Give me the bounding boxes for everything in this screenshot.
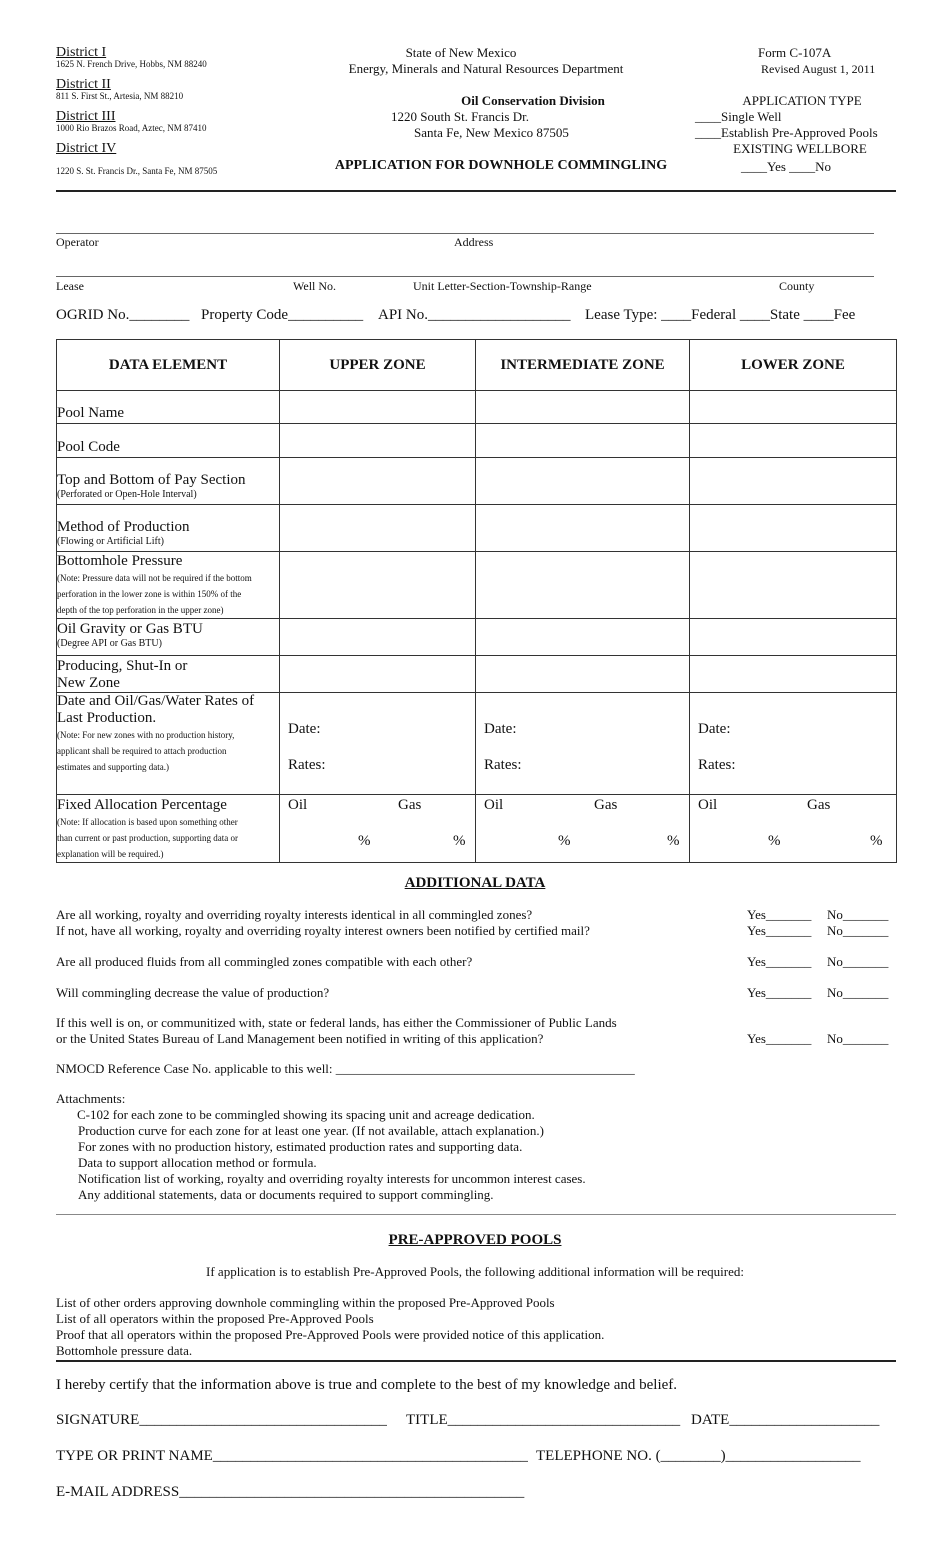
upper-producing-cell[interactable]: [280, 656, 476, 693]
operator-line[interactable]: [56, 233, 874, 234]
row-fixed-allocation: [57, 795, 897, 863]
existing-wellbore-label: EXISTING WELLBORE: [733, 141, 867, 156]
ogrid-field[interactable]: OGRID No.________: [56, 307, 190, 323]
attachment-item: Data to support allocation method or formula.: [78, 1155, 317, 1170]
upper-bhp-cell[interactable]: [280, 552, 476, 619]
intermediate-allocation-cell[interactable]: [476, 795, 690, 863]
division-city: Santa Fe, New Mexico 87505: [414, 125, 569, 140]
bhp-note-3: depth of the top perforation in the upper zone): [57, 605, 224, 615]
api-no-field[interactable]: API No.___________________: [378, 307, 571, 323]
upper-date-label: Date:: [288, 721, 321, 737]
top-bottom-text: Top and Bottom of Pay Section: [57, 472, 246, 488]
lower-bhp-cell[interactable]: [690, 552, 897, 619]
row-date-rates: [57, 693, 897, 795]
bhp-text: Bottomhole Pressure: [57, 553, 183, 569]
row-method: [57, 505, 897, 552]
date-note-2: applicant shall be required to attach production: [57, 746, 227, 756]
row-producing: [57, 656, 897, 693]
label-pool-name: Pool Name: [57, 391, 280, 424]
section-divider: [56, 1214, 896, 1215]
label-producing: [57, 656, 280, 693]
lower-oil-label: Oil: [698, 797, 718, 813]
label-date-rates: [57, 693, 280, 795]
upper-oil-pct: %: [358, 833, 371, 849]
attachment-item: Notification list of working, royalty and overriding royalty interests for uncommon interest cases.: [78, 1171, 586, 1186]
header-divider: [56, 190, 896, 192]
lower-date-rates-cell[interactable]: [690, 693, 897, 795]
question-state-federal-1: If this well is on, or communitized with, state or federal lands, has either the Commissioner of Public Lands: [56, 1015, 617, 1030]
row-bottomhole-pressure: [57, 552, 897, 619]
district-4-name: District IV: [56, 141, 117, 156]
upper-gas-label: Gas: [398, 797, 422, 813]
well-no-label: Well No.: [293, 279, 337, 293]
application-type-label: APPLICATION TYPE: [742, 93, 862, 108]
date-note-3: estimates and supporting data.): [57, 762, 169, 772]
bhp-note-2: perforation in the lower zone is within 150% of the: [57, 589, 242, 599]
q3-no[interactable]: No_______: [827, 954, 889, 969]
intermediate-bhp-cell[interactable]: [476, 552, 690, 619]
intermediate-method-cell[interactable]: [476, 505, 690, 552]
state-name: State of New Mexico: [405, 45, 517, 60]
fixed-note-1: (Note: If allocation is based upon something other: [57, 817, 238, 827]
date-note-1: (Note: For new zones with no production history,: [57, 730, 235, 740]
intermediate-oil-label: Oil: [484, 797, 504, 813]
label-method: [57, 505, 280, 552]
question-identical-interests: Are all working, royalty and overriding royalty interests identical in all commingled zones?: [56, 907, 533, 922]
district-2-address: 811 S. First St., Artesia, NM 88210: [56, 91, 184, 101]
fixed-text: Fixed Allocation Percentage: [57, 797, 227, 813]
label-oil-gravity: [57, 619, 280, 656]
attachment-item: C-102 for each zone to be commingled showing its spacing unit and acreage dedication.: [77, 1107, 535, 1122]
attachments-label: Attachments:: [56, 1091, 126, 1106]
label-pool-code: Pool Code: [57, 424, 280, 458]
property-code-field[interactable]: Property Code__________: [201, 307, 364, 323]
district-2-name: District II: [56, 77, 111, 92]
row-oil-gravity: [57, 619, 897, 656]
pre-approved-pools-option[interactable]: ____Establish Pre-Approved Pools: [695, 125, 878, 140]
intermediate-date-label: Date:: [484, 721, 517, 737]
lower-oil-pct: %: [768, 833, 781, 849]
method-note: (Flowing or Artificial Lift): [57, 536, 164, 547]
intermediate-date-rates-cell[interactable]: [476, 693, 690, 795]
upper-method-cell[interactable]: [280, 505, 476, 552]
upper-gravity-cell[interactable]: [280, 619, 476, 656]
ulstr-label: Unit Letter-Section-Township-Range: [413, 279, 592, 293]
intermediate-oil-pct: %: [558, 833, 571, 849]
top-bottom-note: (Perforated or Open-Hole Interval): [57, 489, 197, 500]
single-well-option[interactable]: ____Single Well: [695, 109, 782, 124]
certification-statement: I hereby certify that the information above is true and complete to the best of my knowledge and belief.: [56, 1377, 678, 1393]
nmocd-reference-field[interactable]: NMOCD Reference Case No. applicable to this well: ______________________________________________: [56, 1061, 635, 1076]
attachment-item: Any additional statements, data or documents required to support commingling.: [78, 1187, 494, 1202]
intermediate-top-bottom-cell[interactable]: [476, 458, 690, 505]
lower-allocation-cell[interactable]: [690, 795, 897, 863]
pre-approved-item: List of all operators within the proposed Pre-Approved Pools: [56, 1311, 374, 1326]
label-top-bottom: [57, 458, 280, 505]
intermediate-pool-code-cell[interactable]: [476, 424, 690, 458]
row-pool-name: [57, 391, 897, 424]
intermediate-pool-name-cell[interactable]: [476, 391, 690, 424]
lower-date-label: Date:: [698, 721, 731, 737]
intermediate-gas-label: Gas: [594, 797, 618, 813]
date-field[interactable]: DATE____________________: [691, 1412, 880, 1428]
zone-data-table: [56, 339, 897, 863]
operator-label: Operator: [56, 235, 99, 249]
form-number: Form C-107A: [758, 45, 832, 60]
district-1-address: 1625 N. French Drive, Hobbs, NM 88240: [56, 59, 207, 69]
upper-top-bottom-cell[interactable]: [280, 458, 476, 505]
upper-date-rates-cell[interactable]: [280, 693, 476, 795]
district-4-address: 1220 S. St. Francis Dr., Santa Fe, NM 87505: [56, 166, 218, 176]
bhp-note-1: (Note: Pressure data will not be required if the bottom: [57, 573, 252, 583]
q3-yes[interactable]: Yes_______: [747, 954, 812, 969]
upper-pool-name-cell[interactable]: [280, 391, 476, 424]
row-top-bottom: [57, 458, 897, 505]
title-field[interactable]: TITLE_______________________________: [406, 1412, 681, 1428]
telephone-field[interactable]: TELEPHONE NO. (________)__________________: [536, 1448, 861, 1464]
header-intermediate-zone: INTERMEDIATE ZONE: [476, 340, 690, 391]
upper-gas-pct: %: [453, 833, 466, 849]
q5-no[interactable]: No_______: [827, 1031, 889, 1046]
upper-pool-code-cell[interactable]: [280, 424, 476, 458]
question-fluids-compatible: Are all produced fluids from all commingled zones compatible with each other?: [56, 954, 473, 969]
header-lower-zone: LOWER ZONE: [690, 340, 897, 391]
intermediate-producing-cell[interactable]: [476, 656, 690, 693]
pre-approved-item: List of other orders approving downhole commingling within the proposed Pre-Approved Pools: [56, 1295, 555, 1310]
attachment-item: Production curve for each zone for at least one year. (If not available, attach explanation.): [78, 1123, 544, 1138]
form-title: APPLICATION FOR DOWNHOLE COMMINGLING: [334, 158, 668, 173]
additional-data-title: ADDITIONAL DATA: [404, 875, 546, 891]
intermediate-gas-pct: %: [667, 833, 680, 849]
email-field[interactable]: E-MAIL ADDRESS______________________________________________: [56, 1484, 525, 1500]
upper-allocation-cell[interactable]: [280, 795, 476, 863]
lower-rates-label: Rates:: [698, 757, 736, 773]
department-name: Energy, Minerals and Natural Resources Department: [348, 61, 624, 76]
gravity-note: (Degree API or Gas BTU): [57, 638, 162, 649]
address-label: Address: [454, 235, 494, 249]
attachment-item: For zones with no production history, estimated production rates and supporting data.: [78, 1139, 523, 1154]
label-fixed-allocation: [57, 795, 280, 863]
gravity-text: Oil Gravity or Gas BTU: [57, 621, 203, 637]
q2-yes[interactable]: Yes_______: [747, 923, 812, 938]
lease-line[interactable]: [56, 276, 874, 277]
fixed-note-3: explanation will be required.): [57, 849, 164, 859]
question-decrease-value: Will commingling decrease the value of production?: [56, 985, 330, 1000]
pre-approved-intro: If application is to establish Pre-Approved Pools, the following additional information will be required:: [206, 1264, 744, 1279]
upper-oil-label: Oil: [288, 797, 308, 813]
q4-yes[interactable]: Yes_______: [747, 985, 812, 1000]
division-street: 1220 South St. Francis Dr.: [391, 109, 529, 124]
pre-approved-pools-title: PRE-APPROVED POOLS: [388, 1232, 562, 1248]
intermediate-gravity-cell[interactable]: [476, 619, 690, 656]
q1-yes[interactable]: Yes_______: [747, 907, 812, 922]
producing-text-1: Producing, Shut-In or: [57, 658, 188, 674]
date-rates-text-1: Date and Oil/Gas/Water Rates of: [57, 693, 255, 709]
q1-no[interactable]: No_______: [827, 907, 889, 922]
method-text: Method of Production: [57, 519, 190, 535]
district-3-address: 1000 Rio Brazos Road, Aztec, NM 87410: [56, 123, 207, 133]
q5-yes[interactable]: Yes_______: [747, 1031, 812, 1046]
county-label: County: [779, 279, 815, 293]
lower-gas-label: Gas: [807, 797, 831, 813]
certification-divider: [56, 1360, 896, 1362]
lower-pool-code-cell[interactable]: [690, 424, 897, 458]
lease-label: Lease: [56, 279, 84, 293]
lower-pool-name-cell[interactable]: [690, 391, 897, 424]
row-pool-code: [57, 424, 897, 458]
lower-method-cell[interactable]: [690, 505, 897, 552]
label-bottomhole-pressure: [57, 552, 280, 619]
intermediate-rates-label: Rates:: [484, 757, 522, 773]
header-data-element: DATA ELEMENT: [57, 340, 280, 391]
date-rates-text-2: Last Production.: [57, 710, 157, 726]
revised-date: Revised August 1, 2011: [761, 62, 876, 76]
district-1-name: District I: [56, 45, 107, 60]
question-state-federal-2: or the United States Bureau of Land Management been notified in writing of this application?: [56, 1031, 544, 1046]
pre-approved-item: Bottomhole pressure data.: [56, 1343, 193, 1358]
table-header-row: [57, 340, 897, 391]
upper-rates-label: Rates:: [288, 757, 326, 773]
district-3-name: District III: [56, 109, 116, 124]
pre-approved-item: Proof that all operators within the proposed Pre-Approved Pools were provided notice of this application.: [56, 1327, 605, 1342]
existing-wellbore-yes-no[interactable]: ____Yes ____No: [741, 159, 832, 174]
print-name-field[interactable]: TYPE OR PRINT NAME__________________________________________: [56, 1448, 528, 1464]
header-upper-zone: UPPER ZONE: [280, 340, 476, 391]
question-owners-notified: If not, have all working, royalty and overriding royalty interest owners been notified by certified mail?: [56, 923, 590, 938]
lower-gravity-cell[interactable]: [690, 619, 897, 656]
lower-gas-pct: %: [870, 833, 883, 849]
signature-field[interactable]: SIGNATURE_________________________________: [56, 1412, 387, 1428]
producing-text-2: New Zone: [57, 675, 120, 691]
division-name: Oil Conservation Division: [461, 93, 605, 108]
lease-type-field[interactable]: Lease Type: ____Federal ____State ____Fee: [585, 307, 856, 323]
q4-no[interactable]: No_______: [827, 985, 889, 1000]
lower-top-bottom-cell[interactable]: [690, 458, 897, 505]
lower-producing-cell[interactable]: [690, 656, 897, 693]
q2-no[interactable]: No_______: [827, 923, 889, 938]
fixed-note-2: than current or past production, supporting data or: [57, 833, 238, 843]
